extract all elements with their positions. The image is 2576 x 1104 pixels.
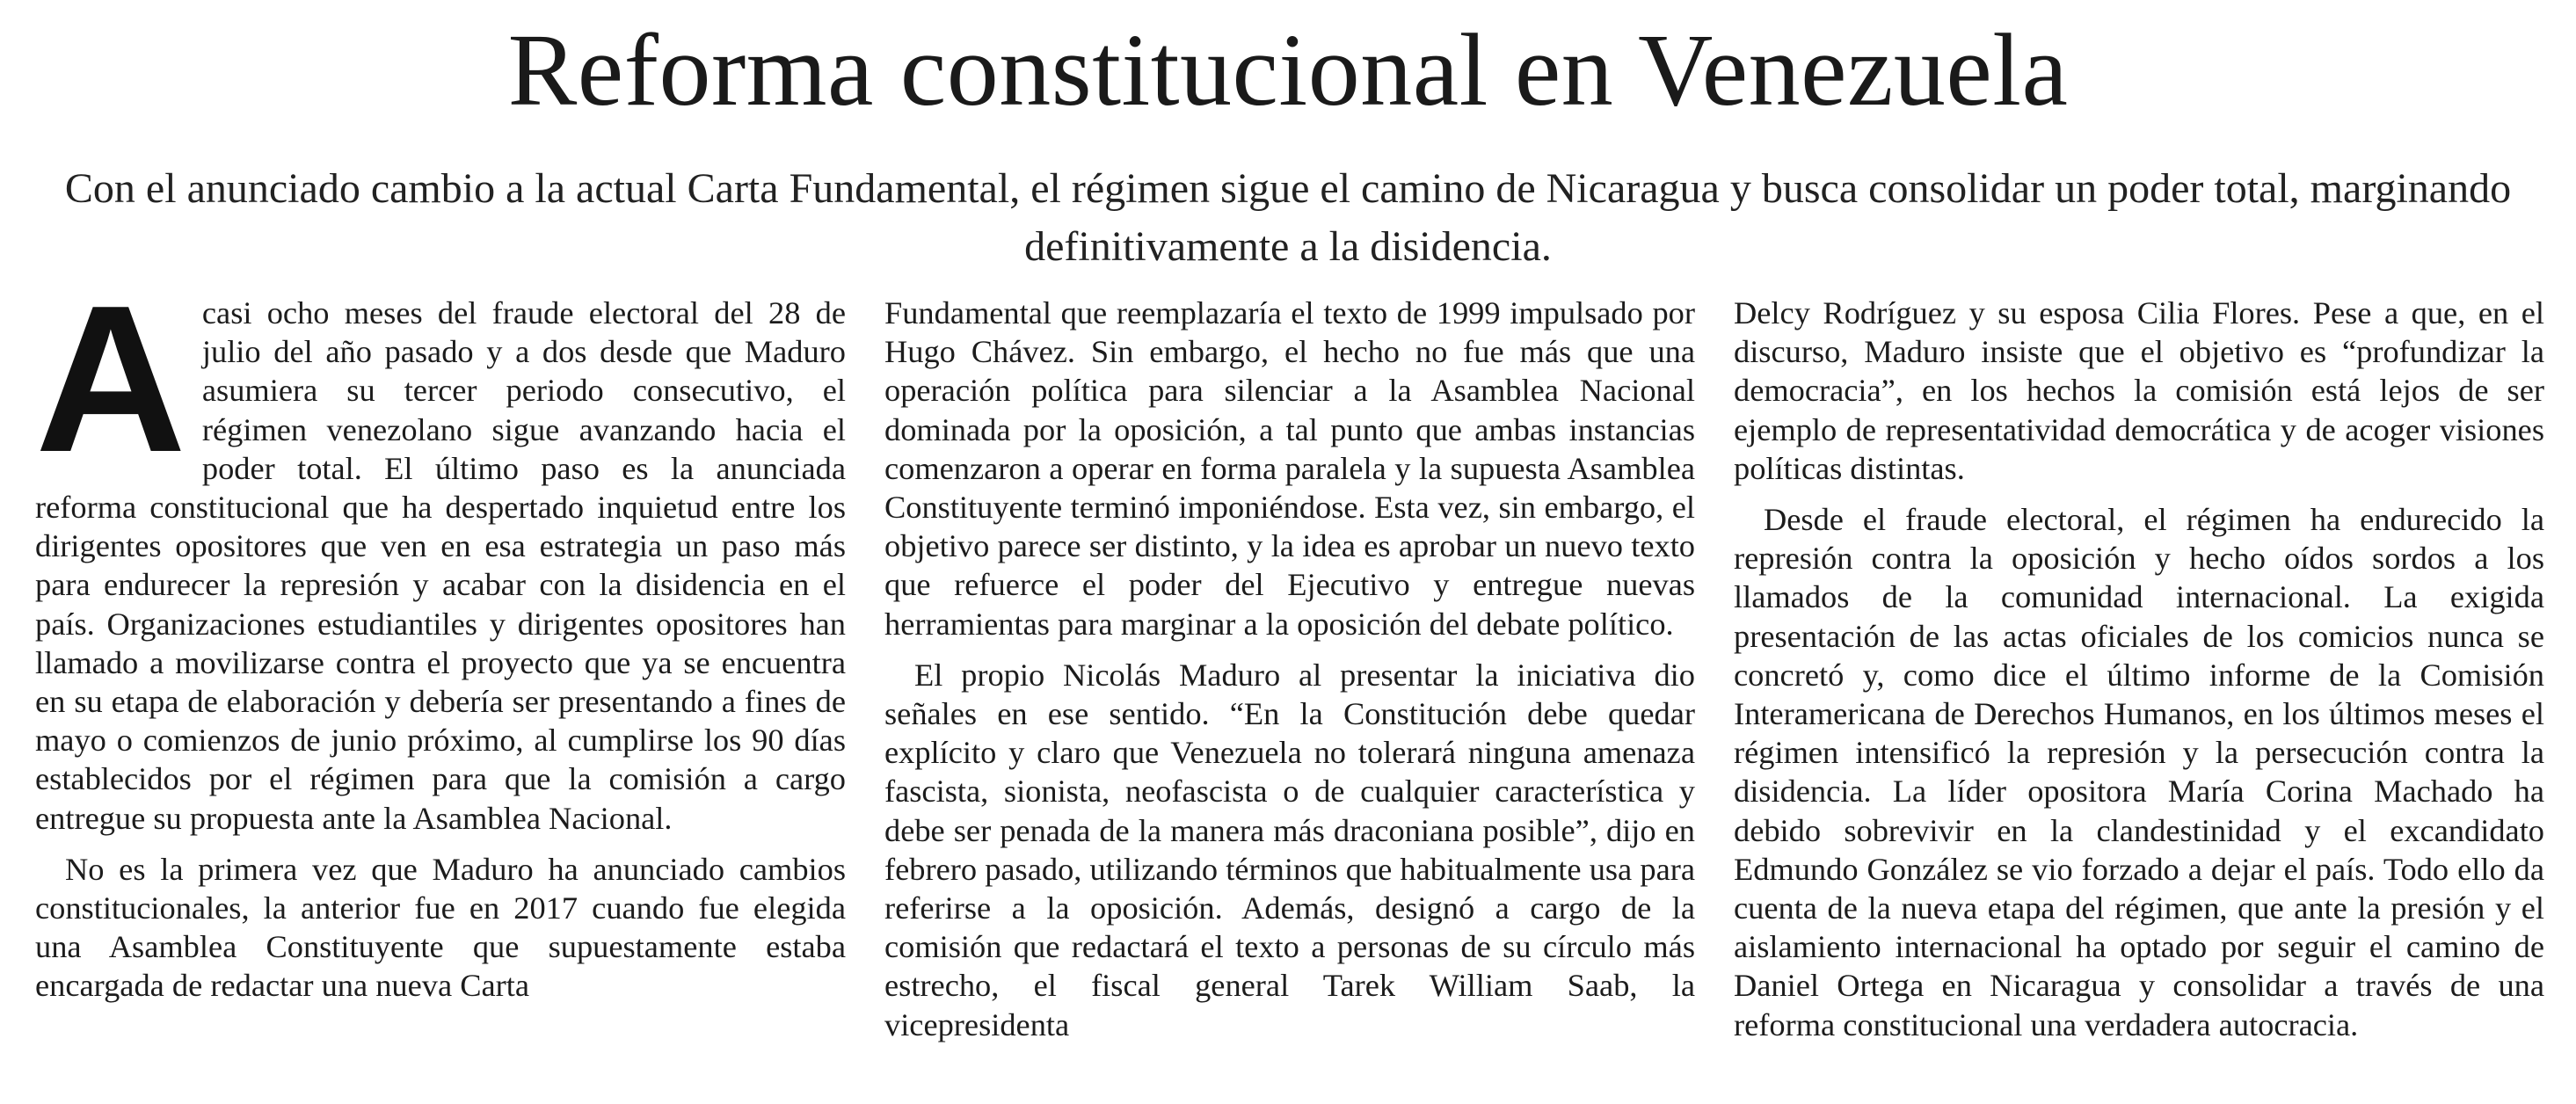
column-3	[1734, 294, 2544, 1100]
paragraph: Fundamental que reemplazaría el texto de 1999 impulsado por Hugo Chávez. Sin embargo, el hecho no fue más que una operación política para silenciar a la Asamblea Nacional dominada por la oposición, a tal punto que ambas instancias comenzaron a operar en forma paralela y la supuesta Asamblea Constituyente terminó imponiéndose. Esta vez, sin embargo, el objetivo parece ser distinto, y la idea es aprobar un nuevo texto que refuerce el poder del Ejecutivo y entregue nuevas herramientas para marginar a la oposición del debate político.	[884, 295, 1695, 642]
article-body	[35, 294, 2544, 1100]
paragraph-text: casi ocho meses del fraude electoral del 28 de julio del año pasado y a dos desde que Maduro asumiera su tercer periodo consecutivo, el régimen venezolano sigue avanzando hacia el poder total. El último paso es la anunciada reforma constitucional que ha despertado inquietud entre los dirigentes opositores que ven en esa estrategia un paso más para endurecer la represión y acabar con la disidencia en el país. Organizaciones estudiantiles y dirigentes opositores han llamado a movilizarse contra el proyecto que ya se encuentra en su etapa de elaboración y debería ser presentando a fines de mayo o comienzos de junio próximo, al cumplirse los 90 días establecidos por el régimen para que la comisión a cargo entregue su propuesta ante la Asamblea Nacional.	[35, 295, 846, 836]
paragraph	[35, 294, 846, 838]
paragraph: Desde el fraude electoral, el régimen ha endurecido la represión contra la oposición y hecho oídos sordos a los llamados de la comunidad internacional. La exigida presentación de las actas oficiales de los comicios nunca se concretó y, como dice el último informe de la Comisión Interamericana de Derechos Humanos, en los últimos meses el régimen intensificó la represión y la persecución contra la disidencia. La líder opositora María Corina Machado ha debido sobrevivir en la clandestinidad y el excandidato Edmundo González se vio forzado a dejar el país. Todo ello da cuenta de la nueva etapa del régimen, que ante la presión y el aislamiento internacional ha optado por seguir el camino de Daniel Ortega en Nicaragua y consolidar a través de una reforma constitucional una verdadera autocracia.	[1734, 502, 2544, 1042]
column-1	[35, 294, 846, 1100]
drop-cap: A	[35, 294, 186, 496]
paragraph: El propio Nicolás Maduro al presentar la iniciativa dio señales en ese sentido. “En la Constitución debe quedar explícito y claro que Venezuela no tolerará ninguna amenaza fascista, sionista, neofascista o de cualquier característica y debe ser penada de la manera más draconiana posible”, dijo en febrero pasado, utilizando términos que habitualmente usa para referirse a la oposición. Además, designó a cargo de la comisión que redactará el texto a personas de su círculo más estrecho, el fiscal general Tarek William Saab, la vicepresidenta	[884, 657, 1695, 1042]
paragraph: No es la primera vez que Maduro ha anunciado cambios constitucionales, la anterior fue en 2017 cuando fue elegida una Asamblea Constituyente que supuestamente estaba encargada de redactar una nueva Carta	[35, 851, 846, 1004]
deck-subtitle: Con el anunciado cambio a la actual Carta Fundamental, el régimen sigue el camino de Nicaragua y busca consolidar un poder total, marginando definitivamente a la disidencia.	[64, 165, 2512, 270]
column-2	[884, 294, 1695, 1100]
headline: Reforma constitucional en Venezuela	[507, 12, 2069, 127]
paragraph: Delcy Rodríguez y su esposa Cilia Flores. Pese a que, en el discurso, Maduro insiste que el objetivo es “profundizar la democracia”, en los hechos la comisión está lejos de ser ejemplo de representatividad democrática y de acoger visiones políticas distintas.	[1734, 295, 2544, 486]
